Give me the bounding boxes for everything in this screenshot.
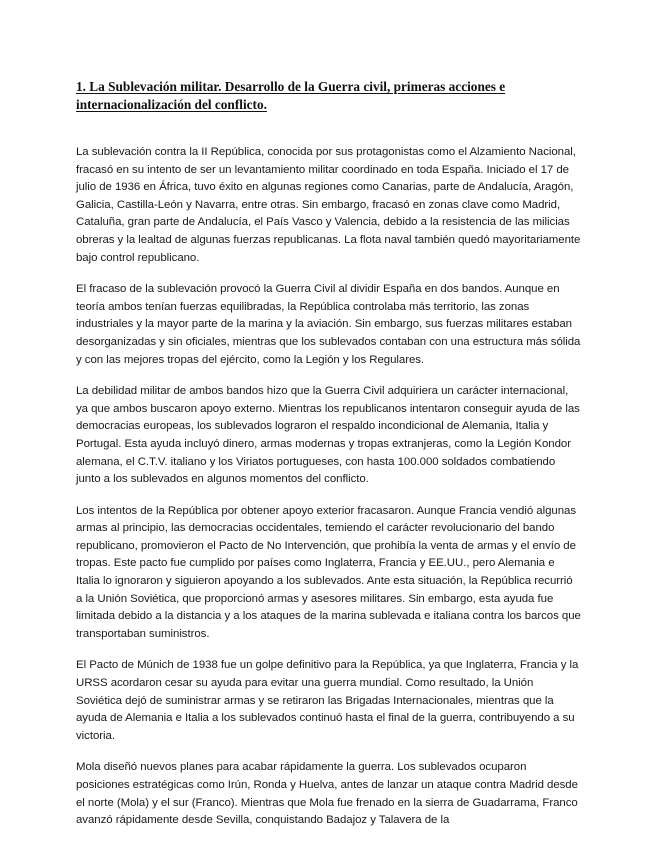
paragraph-pacto-munich: El Pacto de Múnich de 1938 fue un golpe definitivo para la República, ya que Inglaterra, Francia y la URSS acordaron cesar su ayuda para evitar una guerra mundial. Como resultado, la Unión Soviética dejó de suministrar armas y se retiraron las Brigadas Internacionales, mientras que la ayuda de Alemania e Italia a los sublevados continuó hasta el final de la guerra, contribuyendo a su victoria. [76,659,579,742]
paragraph-internacionalizacion: La debilidad militar de ambos bandos hizo que la Guerra Civil adquiriera un carácter internacional, ya que ambos buscaron apoyo externo. Mientras los republicanos intentaron conseguir ayuda de las democracias europeas, los sublevados lograron el respaldo incondicional de Alemania, Italia y Portugal. Esta ayuda incluyó dinero, armas modernas y tropas extranjeras, como la Legión Kondor alemana, el C.T.V. italiano y los Viriatos portugueses, con hasta 100.000 soldados combatiendo junto a los sublevados en algunos momentos del conflicto. [76,385,580,486]
paragraph-division-bandos: El fracaso de la sublevación provocó la Guerra Civil al dividir España en dos bandos. Aunque en teoría ambos tenían fuerzas equilibradas, la República controlaba más territorio, las zonas industriales y la mayor parte de la marina y la aviación. Sin embargo, sus fuerzas militares estaban desorganizadas y sin oficiales, mientras que los sublevados contaban con una estructura más sólida y con las mejores tropas del ejército, como la Legión y los Regulares. [76,283,581,366]
paragraph-sublevacion: La sublevación contra la II República, conocida por sus protagonistas como el Alzamiento Nacional, fracasó en su intento de ser un levantamiento militar coordinado en toda España. Iniciado el 17 de julio de 1936 en África, tuvo éxito en algunas regiones como Canarias, parte de Andalucía, Aragón, Galicia, Castilla-León y Navarra, entre otras. Sin embargo, fracasó en zonas clave como Madrid, Cataluña, gran parte de Andalucía, el País Vasco y Valencia, debido a la resistencia de las milicias obreras y la lealtad de algunas fuerzas republicanas. La flota naval también quedó mayoritariamente bajo control republicano. [76,146,581,264]
document-body [76,144,581,844]
paragraph-no-intervencion: Los intentos de la República por obtener apoyo exterior fracasaron. Aunque Francia vendió algunas armas al principio, las democracias occidentales, temiendo el carácter revolucionario del bando republicano, promovieron el Pacto de No Intervención, que prohibía la venta de armas y el envío de tropas. Este pacto fue cumplido por países como Inglaterra, Francia y EE.UU., pero Alemania e Italia lo ignoraron y siguieron apoyando a los sublevados. Ante esta situación, la República recurrió a la Unión Soviética, que proporcionó armas y asesores militares. Sin embargo, esta ayuda fue limitada debido a la distancia y a los ataques de la marina sublevada e italiana contra los barcos que transportaban suministros. [76,504,581,640]
paragraph-planes-mola: Mola diseñó nuevos planes para acabar rápidamente la guerra. Los sublevados ocuparon posiciones estratégicas como Irún, Ronda y Huelva, antes de lanzar un ataque contra Madrid desde el norte (Mola) y el sur (Franco). Mientras que Mola fue frenado en la sierra de Guadarrama, Franco avanzó rápidamente desde Sevilla, conquistando Badajoz y Talavera de la [76,761,578,827]
section-heading: 1. La Sublevación militar. Desarrollo de la Guerra civil, primeras acciones e internacionalización del conflicto. [76,79,506,112]
